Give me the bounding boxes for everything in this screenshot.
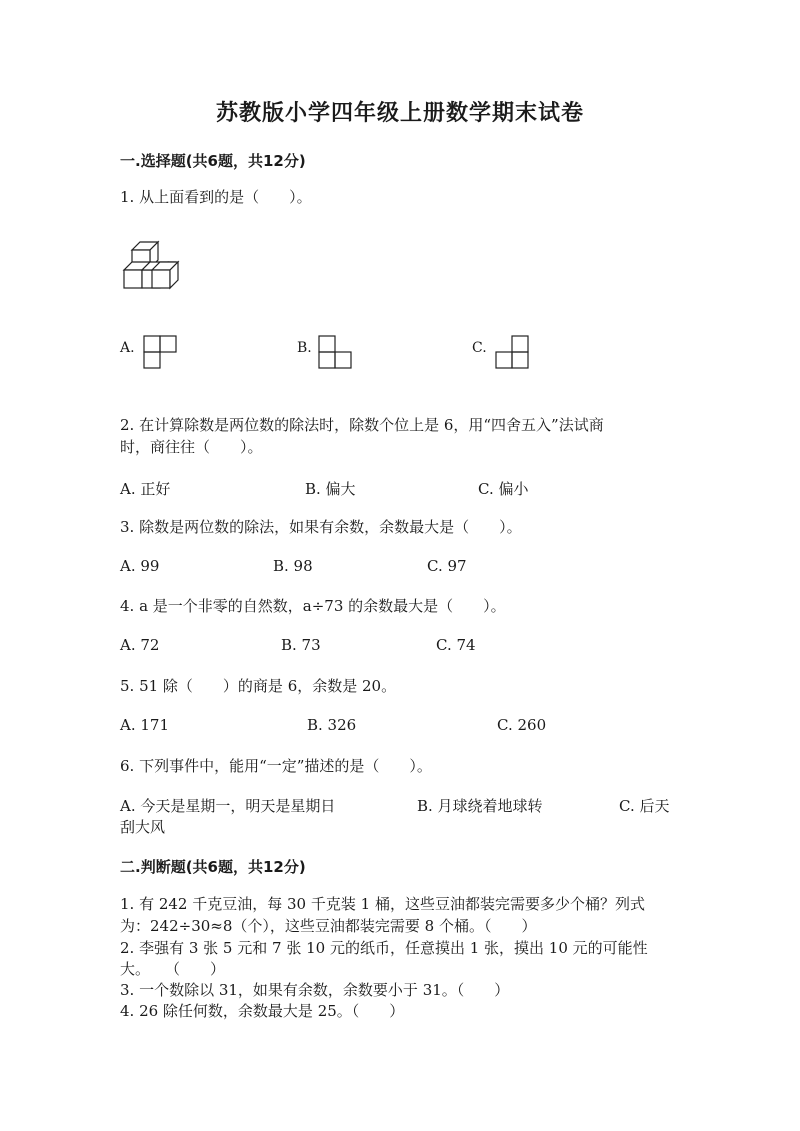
- q5-option-a: A. 171: [120, 716, 169, 734]
- question-5: 5. 51 除（ ）的商是 6，余数是 20。: [120, 677, 397, 695]
- q1-option-b-shape: [317, 334, 353, 370]
- section-heading-judge: 二.判断题(共6题，共12分): [120, 858, 306, 876]
- page-title: 苏教版小学四年级上册数学期末试卷: [215, 100, 584, 126]
- q6-option-a: A. 今天是星期一，明天是星期日: [120, 797, 336, 815]
- q2-option-b: B. 偏大: [305, 480, 356, 498]
- q1-option-b-label: B.: [297, 340, 312, 356]
- q4-option-b: B. 73: [281, 636, 321, 654]
- section-heading-choice: 一.选择题(共6题，共12分): [120, 152, 306, 170]
- question-2-line-2: 时，商往往（ ）。: [120, 438, 263, 456]
- judge-4: 4. 26 除任何数，余数最大是 25。（ ）: [120, 1002, 405, 1020]
- q1-option-c-label: C.: [472, 340, 487, 356]
- q3-option-c: C. 97: [427, 557, 467, 575]
- q6-option-c-continued: 刮大风: [120, 818, 166, 836]
- judge-1-line-2: 为：242÷30≈8（个），这些豆油都装完需要 8 个桶。（ ）: [120, 917, 537, 935]
- q3-option-a: A. 99: [120, 557, 160, 575]
- q4-option-a: A. 72: [120, 636, 160, 654]
- q2-option-c: C. 偏小: [478, 480, 529, 498]
- q1-option-c-shape: [494, 334, 530, 370]
- judge-2-line-1: 2. 李强有 3 张 5 元和 7 张 10 元的纸币，任意摸出 1 张，摸出 10 元的可能性: [120, 939, 648, 957]
- q6-option-b: B. 月球绕着地球转: [417, 797, 543, 815]
- q1-option-a-label: A.: [120, 340, 135, 356]
- cubes-figure: [118, 240, 184, 290]
- q4-option-c: C. 74: [436, 636, 476, 654]
- q6-option-c: C. 后天: [619, 797, 670, 815]
- judge-3: 3. 一个数除以 31，如果有余数，余数要小于 31。（ ）: [120, 981, 510, 999]
- q5-option-c: C. 260: [497, 716, 547, 734]
- question-6: 6. 下列事件中，能用“一定”描述的是（ ）。: [120, 757, 432, 775]
- question-2-line-1: 2. 在计算除数是两位数的除法时，除数个位上是 6，用“四舍五入”法试商: [120, 416, 604, 434]
- q5-option-b: B. 326: [307, 716, 357, 734]
- q1-option-a-shape: [142, 334, 178, 370]
- judge-2-line-2: 大。 （ ）: [120, 960, 226, 978]
- judge-1-line-1: 1. 有 242 千克豆油，每 30 千克装 1 桶，这些豆油都装完需要多少个桶？列式: [120, 895, 645, 913]
- question-3: 3. 除数是两位数的除法，如果有余数，余数最大是（ ）。: [120, 518, 522, 536]
- q2-option-a: A. 正好: [120, 480, 171, 498]
- q3-option-b: B. 98: [273, 557, 313, 575]
- question-1: 1. 从上面看到的是（ ）。: [120, 188, 312, 206]
- question-4: 4. a 是一个非零的自然数，a÷73 的余数最大是（ ）。: [120, 597, 506, 615]
